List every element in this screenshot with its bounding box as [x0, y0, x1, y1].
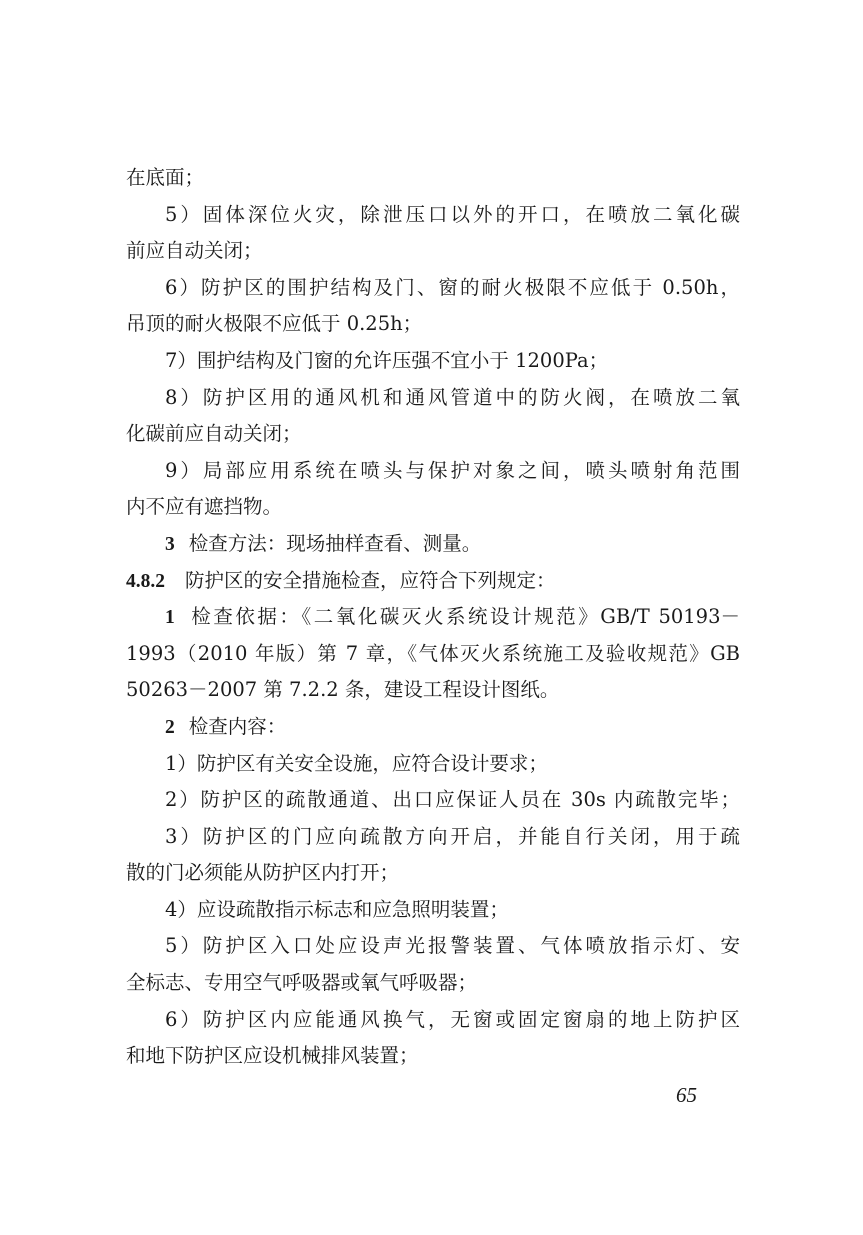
line-text: 9）局部应用系统在喷头与保护对象之间，喷头喷射角范围 — [165, 458, 740, 482]
line-text: 散的门必须能从防护区内打开； — [126, 861, 400, 885]
text-line-25 — [126, 1038, 740, 1075]
line-text: 1）防护区有关安全设施，应符合设计要求； — [165, 751, 548, 775]
line-text: 在底面； — [126, 166, 205, 189]
line-text: 4）应设疏散指示标志和应急照明装置； — [165, 897, 509, 921]
line-text: 和地下防护区应设机械排风装置； — [126, 1044, 419, 1068]
line-text: 6）防护区的围护结构及门、窗的耐火极限不应低于 0.50h， — [165, 275, 740, 299]
section-heading-4-8-2 — [126, 563, 740, 600]
section-number: 4.8.2 — [126, 570, 165, 592]
text-line-23 — [126, 965, 740, 1002]
text-line-24 — [126, 1002, 740, 1039]
text-line-15 — [126, 672, 740, 709]
line-text: 检查方法：现场抽样查看、测量。 — [188, 531, 482, 555]
item-number: 2 — [165, 716, 175, 738]
text-line-19 — [126, 819, 740, 856]
line-text: 全标志、专用空气呼吸器或氧气呼吸器； — [126, 971, 478, 995]
text-line-6 — [126, 343, 740, 380]
text-line-20 — [126, 855, 740, 892]
text-line-11 — [126, 526, 740, 563]
text-line-13 — [126, 599, 740, 636]
text-line-10 — [126, 489, 740, 526]
text-line-9 — [126, 453, 740, 490]
line-text: 5）防护区入口处应设声光报警装置、气体喷放指示灯、安 — [165, 934, 740, 958]
text-line-18 — [126, 782, 740, 819]
text-line-3 — [126, 233, 740, 270]
line-text: 化碳前应自动关闭； — [126, 422, 302, 446]
text-line-5 — [126, 306, 740, 343]
text-line-14 — [126, 636, 740, 673]
line-text: 6）防护区内应能通风换气，无窗或固定窗扇的地上防护区 — [165, 1007, 740, 1031]
line-text: 内不应有遮挡物。 — [126, 495, 283, 519]
line-text: 2）防护区的疏散通道、出口应保证人员在 30s 内疏散完毕； — [165, 788, 740, 812]
item-number: 3 — [165, 533, 175, 555]
item-number: 1 — [165, 607, 175, 629]
text-line-8 — [126, 416, 740, 453]
line-text: 防护区的安全措施检查，应符合下列规定： — [185, 568, 556, 592]
line-text: 50263－2007 第 7.2.2 条，建设工程设计图纸。 — [126, 678, 560, 702]
line-text: 5）固体深位火灾，除泄压口以外的开口，在喷放二氧化碳 — [165, 202, 740, 226]
line-text: 8）防护区用的通风机和通风管道中的防火阀，在喷放二氧 — [165, 385, 740, 409]
text-line-16 — [126, 709, 740, 746]
line-text: 3）防护区的门应向疏散方向开启，并能自行关闭，用于疏 — [165, 824, 740, 848]
text-line-21 — [126, 892, 740, 929]
page-number: 65 — [676, 1083, 697, 1107]
line-text: 1993（2010 年版）第 7 章，《气体灭火系统施工及验收规范》GB — [126, 641, 740, 665]
line-text: 7）围护结构及门窗的允许压强不宜小于 1200Pa； — [165, 348, 609, 372]
text-line-17 — [126, 746, 740, 783]
text-line-22 — [126, 928, 740, 965]
text-line-1 — [126, 160, 740, 197]
text-line-2 — [126, 197, 740, 234]
line-text: 前应自动关闭； — [126, 239, 263, 263]
line-text: 检查内容： — [188, 714, 287, 738]
text-line-7 — [126, 380, 740, 417]
line-text: 检查依据：《二氧化碳灭火系统设计规范》GB/T 50193－ — [188, 605, 740, 629]
text-line-4 — [126, 270, 740, 307]
line-text: 吊顶的耐火极限不应低于 0.25h； — [126, 312, 423, 336]
document-body — [126, 160, 740, 1075]
